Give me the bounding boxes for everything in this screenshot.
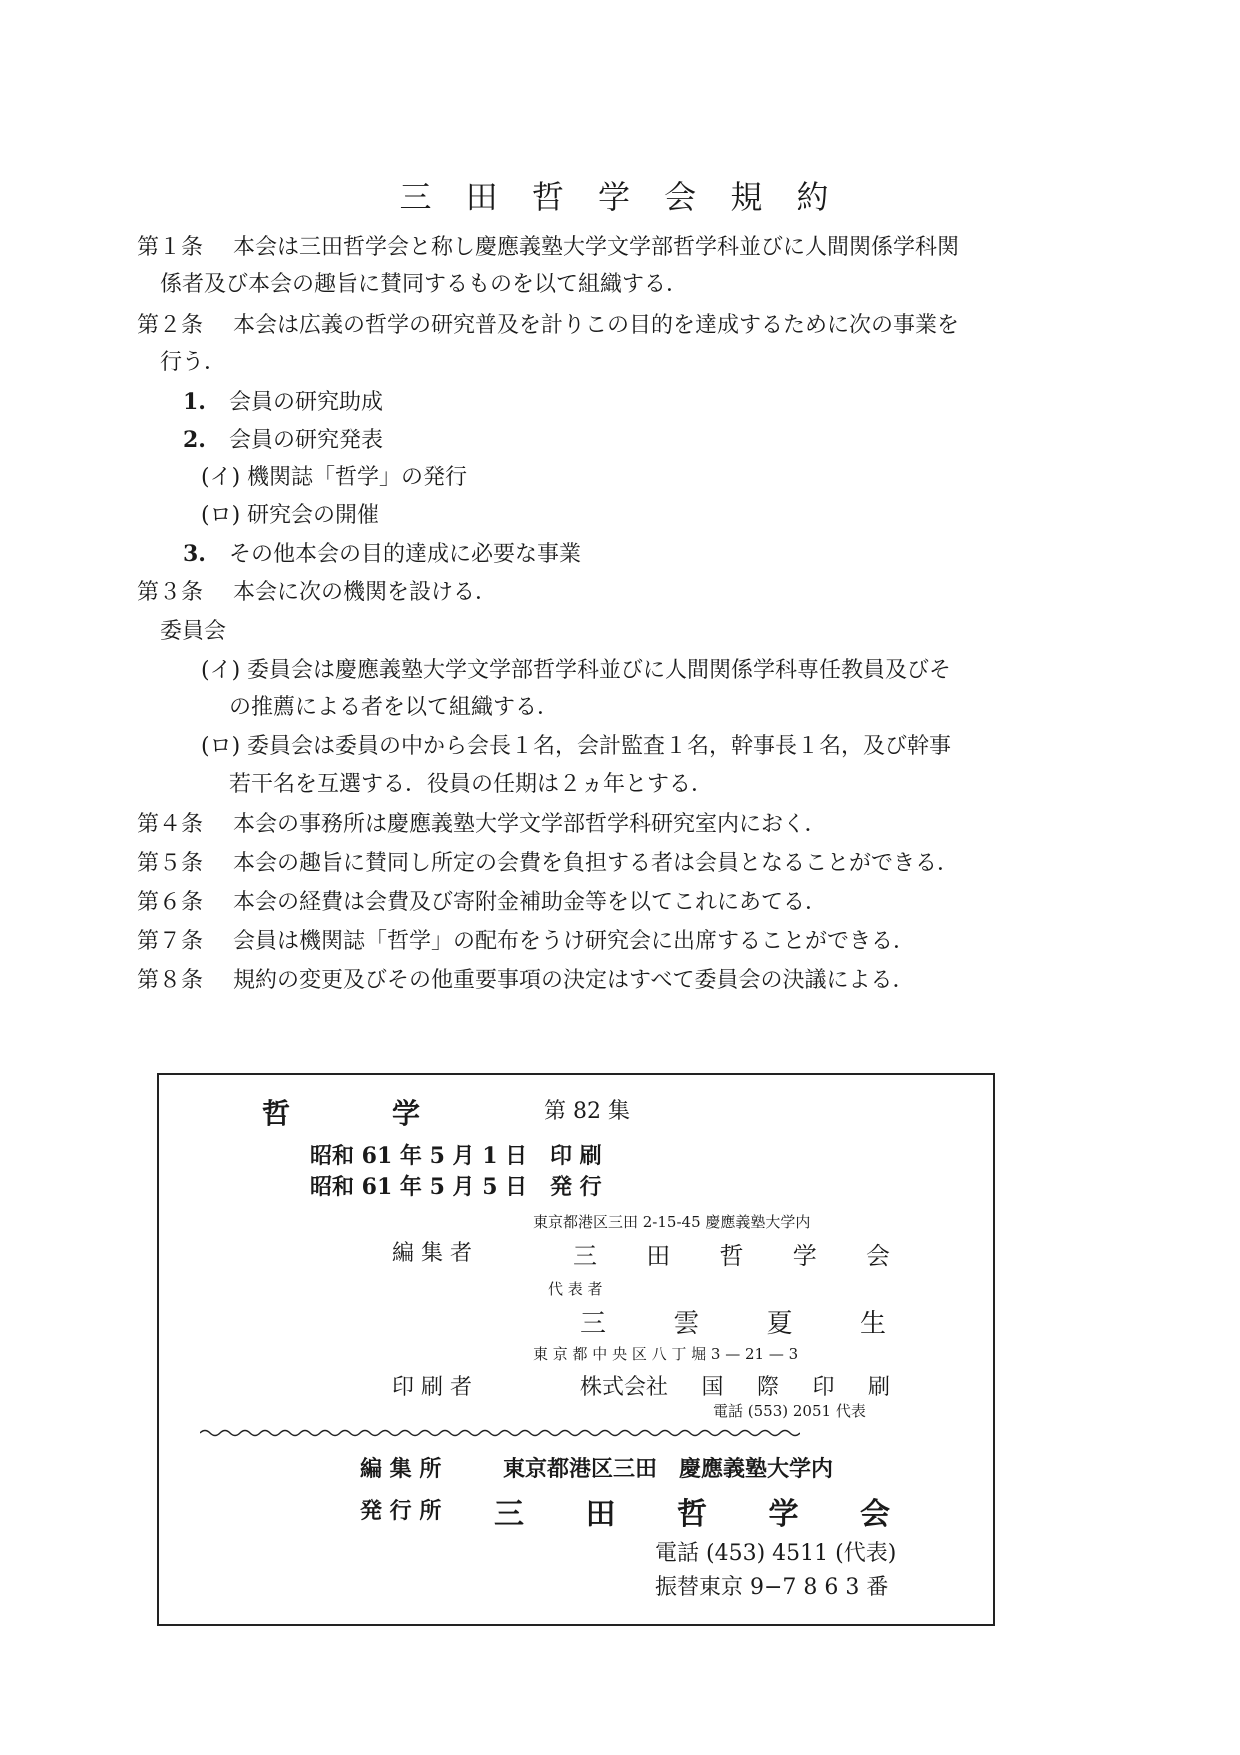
issued-date: 昭和 61 年 5 月 5 日 xyxy=(310,1174,528,1200)
edit-office-value: 東京都港区三田 慶應義塾大学内 xyxy=(503,1456,834,1482)
issue-number: 第 82 集 xyxy=(544,1099,630,1124)
editor-address: 東京都港区三田 2-15-45 慶應義塾大学内 xyxy=(533,1213,811,1231)
publisher-label: 発 行 所 xyxy=(360,1498,442,1524)
article-1-line-1: 第１条 本会は三田哲学会と称し慶應義塾大学文学部哲学科並びに人間関係学科関 xyxy=(137,233,959,263)
article-2-item-1: 1. 会員の研究助成 xyxy=(183,389,384,415)
journal-title-char-1: 哲 xyxy=(262,1097,291,1130)
printer-label: 印 刷 者 xyxy=(392,1375,472,1400)
article-2-item-3: 3. その他本会の目的達成に必要な事業 xyxy=(183,541,582,567)
article-6-label: 第６条 xyxy=(137,890,204,915)
editor-name: 三 田 哲 学 会 xyxy=(573,1242,890,1270)
article-3-line-1: 第３条 本会に次の機関を設ける． xyxy=(137,578,497,608)
article-1-label: 第１条 xyxy=(137,235,204,260)
representative-name: 三 雲 夏 生 xyxy=(580,1309,886,1339)
editor-label: 編 集 者 xyxy=(392,1241,472,1266)
article-5: 第５条 本会の趣旨に賛同し所定の会費を負担する者は会員となることができる． xyxy=(137,849,959,879)
article-3-committee-heading: 委員会 xyxy=(160,619,227,644)
article-2-line-1: 第２条 本会は広義の哲学の研究普及を計りこの目的を達成するために次の事業を xyxy=(137,311,959,341)
wavy-divider xyxy=(200,1426,800,1440)
article-3-subitem-ro-line-1: (ロ) 委員会は委員の中から会長１名，会計監査１名，幹事長１名，及び幹事 xyxy=(201,734,952,759)
article-3-subitem-i-line-2: の推薦による者を以て組織する． xyxy=(229,695,560,720)
article-4-label: 第４条 xyxy=(137,812,204,837)
printed-label: 印 刷 xyxy=(550,1143,602,1169)
edit-office-label: 編 集 所 xyxy=(360,1456,442,1482)
article-2-line-2: 行う． xyxy=(160,350,227,375)
page-title: 三 田 哲 学 会 規 約 xyxy=(399,178,841,216)
article-3-label: 第３条 xyxy=(137,580,204,605)
publisher-phone: 電話 (453) 4511 (代表) xyxy=(655,1541,897,1566)
representative-label: 代 表 者 xyxy=(548,1280,603,1298)
printer-address: 東 京 都 中 央 区 八 丁 堀 3 — 21 — 3 xyxy=(533,1345,799,1363)
article-7-label: 第７条 xyxy=(137,929,204,954)
article-2-item-2: 2. 会員の研究発表 xyxy=(183,427,384,453)
article-8: 第８条 規約の変更及びその他重要事項の決定はすべて委員会の決議による． xyxy=(137,966,915,996)
printed-date: 昭和 61 年 5 月 1 日 xyxy=(310,1143,528,1169)
article-2-subitem-i: (イ) 機関誌「哲学」の発行 xyxy=(201,465,468,490)
printer-phone: 電話 (553) 2051 代表 xyxy=(713,1402,866,1420)
printer-name: 株式会社 国 際 印 刷 xyxy=(580,1375,890,1400)
article-1-line-2: 係者及び本会の趣旨に賛同するものを以て組織する． xyxy=(160,272,689,297)
article-2-label: 第２条 xyxy=(137,313,204,338)
article-2-subitem-ro: (ロ) 研究会の開催 xyxy=(201,503,380,528)
journal-title-char-2: 学 xyxy=(392,1097,421,1130)
article-7: 第７条 会員は機関誌「哲学」の配布をうけ研究会に出席することができる． xyxy=(137,927,915,957)
article-6: 第６条 本会の経費は会費及び寄附金補助金等を以てこれにあてる． xyxy=(137,888,827,918)
article-3-subitem-ro-line-2: 若干名を互選する．役員の任期は２ヵ年とする． xyxy=(229,772,714,797)
issued-label: 発 行 xyxy=(550,1174,602,1200)
article-5-label: 第５条 xyxy=(137,851,204,876)
publisher-name: 三 田 哲 学 会 xyxy=(494,1497,890,1532)
transfer-account: 振替東京 9−7 8 6 3 番 xyxy=(655,1575,889,1600)
article-8-label: 第８条 xyxy=(137,968,204,993)
article-3-subitem-i-line-1: (イ) 委員会は慶應義塾大学文学部哲学科並びに人間関係学科専任教員及びそ xyxy=(201,658,952,683)
article-4: 第４条 本会の事務所は慶應義塾大学文学部哲学科研究室内におく． xyxy=(137,810,827,840)
